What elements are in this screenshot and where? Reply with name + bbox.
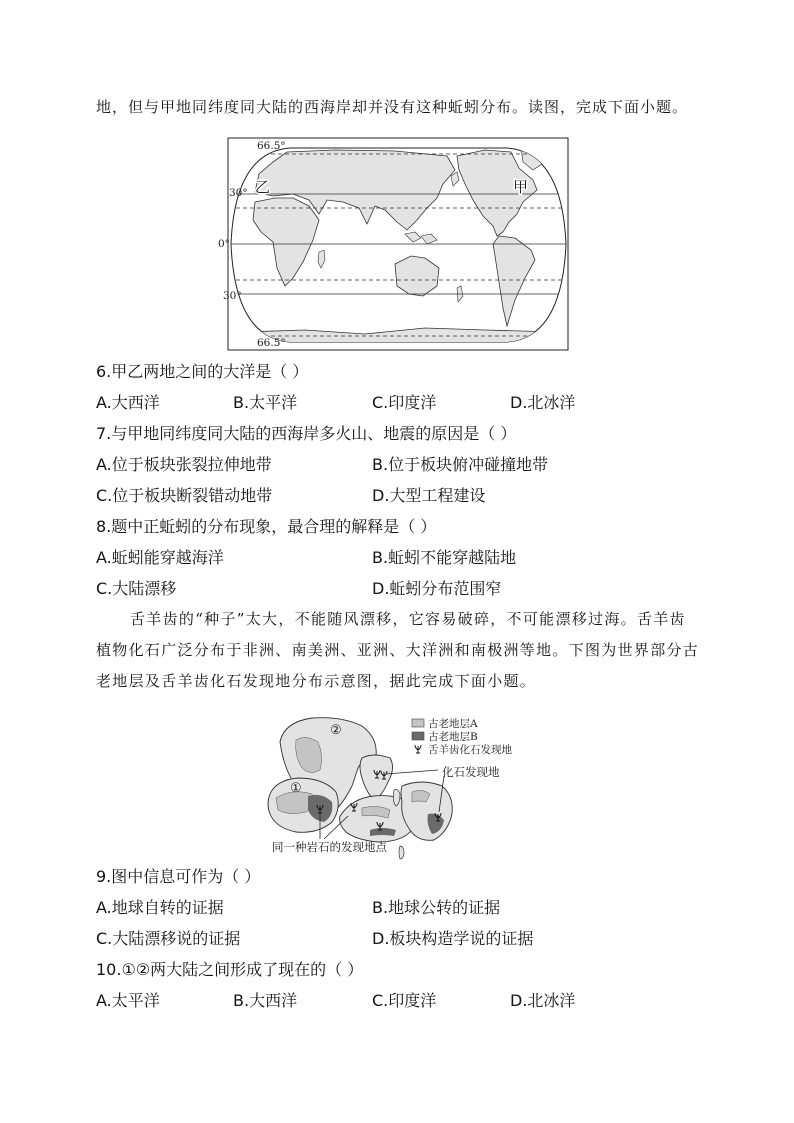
continent-2-label: ② xyxy=(330,723,342,738)
continent-1-label: ① xyxy=(290,781,302,796)
q6-option-d: D.北冰洋 xyxy=(510,393,576,412)
q6-option-c: C.印度洋 xyxy=(372,393,437,412)
lat-label-66n: 66.5° xyxy=(257,140,286,152)
question-8-options-row2 xyxy=(96,573,736,604)
intro-line: 地，但与甲地同纬度同大陆的西海岸却并没有这种蚯蚓分布。读图，完成下面小题。 xyxy=(96,98,689,116)
q6-option-a: A.大西洋 xyxy=(96,393,160,412)
q9-option-a: A.地球自转的证据 xyxy=(96,898,224,917)
world-map-figure xyxy=(215,136,571,352)
q9-option-b: B.地球公转的证据 xyxy=(372,898,501,917)
question-9-options-row1 xyxy=(96,892,736,923)
q7-option-b: B.位于板块俯冲碰撞地带 xyxy=(372,455,549,474)
place-label-jia: 甲 xyxy=(513,178,529,196)
fossil-site-icon xyxy=(415,745,421,753)
q10-option-c: C.印度洋 xyxy=(372,991,437,1010)
question-7-options-row1 xyxy=(96,449,736,480)
q7-option-d: D.大型工程建设 xyxy=(372,486,486,505)
passage-line-2: 植物化石广泛分布于非洲、南美洲、亚洲、大洋洲和南极洲等地。下图为世界部分古 xyxy=(96,641,700,659)
q10-option-b: B.大西洋 xyxy=(233,991,298,1010)
q9-option-c: C.大陆漂移说的证据 xyxy=(96,929,241,948)
q6-option-b: B.太平洋 xyxy=(233,393,298,412)
q10-option-a: A.太平洋 xyxy=(96,991,160,1010)
questions-section-b xyxy=(96,861,736,1016)
q8-option-c: C.大陆漂移 xyxy=(96,579,177,598)
small-island-landmass xyxy=(399,846,404,859)
lat-label-30n: 30° xyxy=(229,187,248,199)
map-legend xyxy=(412,717,512,756)
passage-line-3: 老地层及舌羊齿化石发现地分布示意图，据此完成下面小题。 xyxy=(96,672,537,690)
q9-option-d: D.板块构造学说的证据 xyxy=(372,929,534,948)
fossil-callout-leader xyxy=(386,770,438,774)
q7-option-c: C.位于板块断裂错动地带 xyxy=(96,486,273,505)
strata-b-area xyxy=(370,828,396,836)
q10-option-d: D.北冰洋 xyxy=(510,991,576,1010)
fossil-callout-label: 化石发现地 xyxy=(442,765,500,779)
question-8-stem: 8.题中正蚯蚓的分布现象，最合理的解释是（ ） xyxy=(96,517,437,536)
q8-option-b: B.蚯蚓不能穿越陆地 xyxy=(372,548,517,567)
legend-swatch-strata-b xyxy=(412,732,424,740)
lat-label-66s: 66.5° xyxy=(257,337,286,349)
q8-option-d: D.蚯蚓分布范围窄 xyxy=(372,579,502,598)
lat-label-30s: 30° xyxy=(223,290,242,302)
question-9-stem: 9.图中信息可作为（ ） xyxy=(96,867,261,886)
legend-label-strata-a: 古老地层A xyxy=(428,718,478,730)
question-10-options xyxy=(96,985,736,1016)
legend-swatch-strata-a xyxy=(412,719,424,727)
q7-option-a: A.位于板块张裂拉伸地带 xyxy=(96,455,272,474)
question-6-stem: 6.甲乙两地之间的大洋是（ ） xyxy=(96,362,309,381)
place-label-yi: 乙 xyxy=(255,178,271,196)
lat-label-equator: 0° xyxy=(218,238,230,250)
question-10-stem: 10.①②两大陆之间形成了现在的（ ） xyxy=(96,960,364,979)
passage-line-1: 舌羊齿的“种子”太大，不能随风漂移，它容易破碎，不可能漂移过海。舌羊齿 xyxy=(130,610,686,628)
rock-callout-label: 同一种岩石的发现地点 xyxy=(272,840,387,854)
legend-label-strata-b: 古老地层B xyxy=(428,731,478,743)
gondwana-map-figure xyxy=(262,712,562,860)
legend-label-fossil: 舌羊齿化石发现地 xyxy=(428,744,512,756)
q8-option-a: A.蚯蚓能穿越海洋 xyxy=(96,548,224,567)
questions-section-a xyxy=(96,356,736,697)
question-9-options-row2 xyxy=(96,923,736,954)
question-7-stem: 7.与甲地同纬度同大陆的西海岸多火山、地震的原因是（ ） xyxy=(96,424,517,443)
question-6-options xyxy=(96,387,736,418)
question-7-options-row2 xyxy=(96,480,736,511)
question-8-options-row1 xyxy=(96,542,736,573)
